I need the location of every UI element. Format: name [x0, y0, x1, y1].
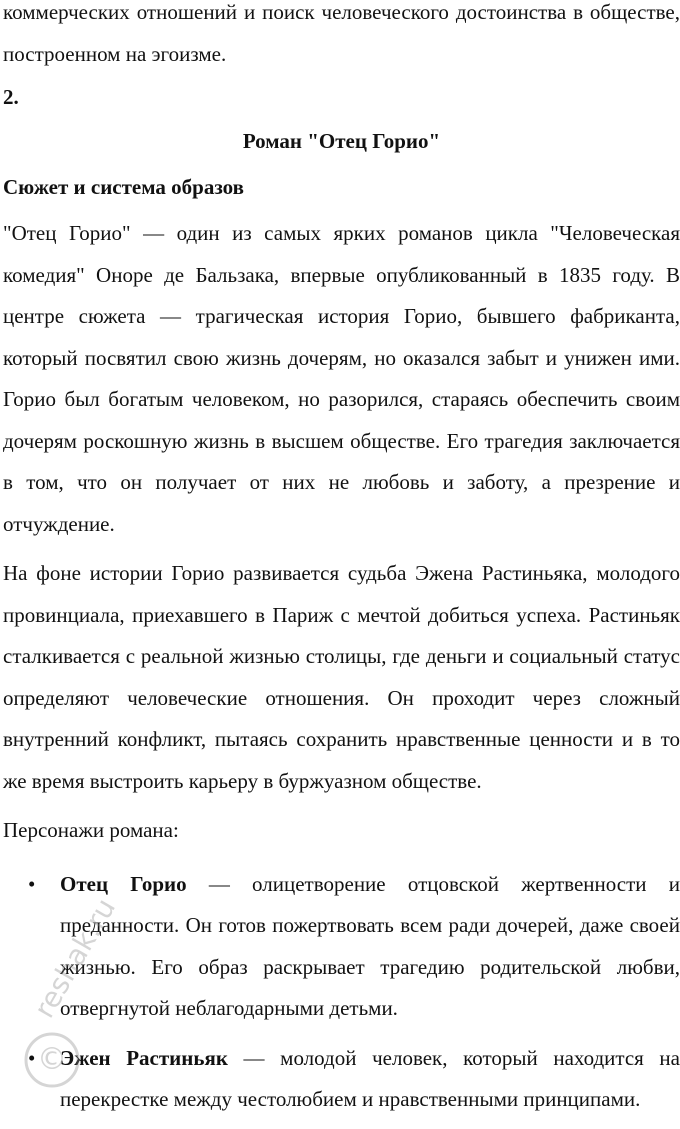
copyright-symbol: © — [37, 1042, 67, 1077]
paragraph-gorio-plot: "Отец Горио" — один из самых ярких романов цикла "Человеческая комедия" Оноре де Бальзака, впервые опубликованный в 1835 году. В центре сюжета — трагическая история Горио, бывшего фабриканта, который посвятил свою жизнь дочерям, но оказался забыт и унижен ими. Горио был богатым человеком, но разорился, стараясь обеспечить своим дочерям роскошную жизнь в высшем обществе. Его трагедия заключается в том, что он получает от них не любовь и заботу, а презрение и отчуждение. — [3, 221, 680, 536]
list-item — [3, 864, 680, 1030]
bullet-icon: • — [28, 1045, 36, 1070]
intro-continuation-paragraph: коммерческих отношений и поиск человеческого достоинства в обществе, построенном на эгоизме. — [3, 0, 680, 66]
character-description: — молодой человек, который находится на перекрестке между честолюбием и нравственными принципами. — [60, 1045, 680, 1111]
section-number: 2. — [3, 85, 19, 109]
paragraph-rastignac: На фоне истории Горио развивается судьба Эжена Растиньяка, молодого провинциала, приехавшего в Париж с мечтой добиться успеха. Растиньяк сталкивается с реальной жизнью столицы, где деньги и социальный статус определяют человеческие отношения. Он проходит через сложный внутренний конфликт, пытаясь сохранить нравственные ценности и в то же время выстроить карьеру в буржуазном обществе. — [3, 561, 680, 793]
novel-title: Роман "Отец Горио" — [242, 129, 441, 153]
character-name: Эжен Растиньяк — [60, 1045, 228, 1070]
document-page — [3, 0, 680, 1129]
bullet-icon: • — [28, 871, 36, 896]
character-description: — олицетворение отцовской жертвенности и преданности. Он готов пожертвовать всем ради дочерей, даже своей жизнью. Его образ раскрывает трагедию родительской любви, отвергнутой неблагодарными детьми. — [60, 871, 680, 1020]
watermark-text: reshak.ru — [27, 892, 123, 1024]
character-name: Отец Горио — [60, 871, 187, 896]
characters-label: Персонажи романа: — [3, 818, 179, 842]
plot-subheading: Сюжет и система образов — [3, 175, 244, 199]
list-item — [3, 1038, 680, 1121]
characters-list — [3, 864, 680, 1121]
